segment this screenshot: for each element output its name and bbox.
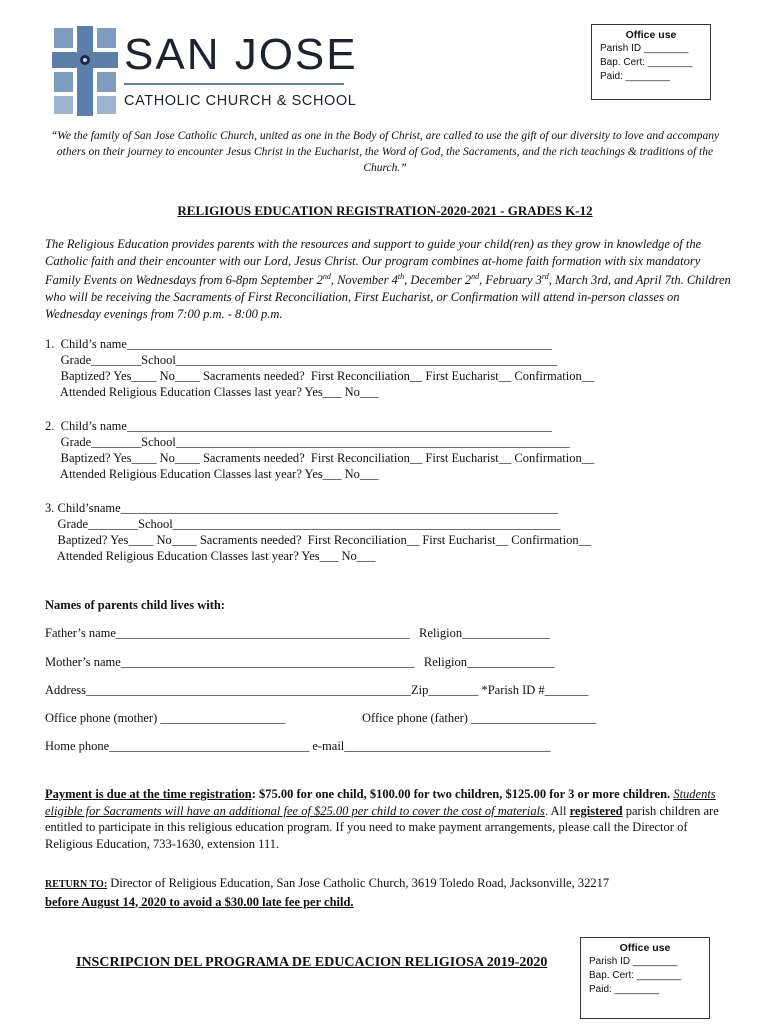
- deadline-note: before August 14, 2020 to avoid a $30.00 late fee per child.: [45, 894, 354, 909]
- intro-paragraph: The Religious Education provides parents with the resources and support to guide your child(ren) as they grow in knowledge of the Catholic faith and their encounter with our Lord, Jesus Christ. Our program combines at-home faith formation with six mandatory Family Events on Wednesdays from 6-8pm September 2nd, November 4th, December 2nd, February 3rd, March 3rd, and April 7th. Children who will be receiving the Sacraments of First Reconciliation, First Eucharist, or Confirmation will attend in-person classes on Wednesday evenings from 7:00 p.m. - 8:00 p.m.: [45, 237, 731, 321]
- home-phone-email-field[interactable]: Home phone________________________________ e-mail_________________________________: [45, 739, 551, 753]
- spanish-title: INSCRIPCION DEL PROGRAMA DE EDUCACION RELIGIOSA 2019-2020: [76, 955, 548, 970]
- form-title: RELIGIOUS EDUCATION REGISTRATION-2020-2021 - GRADES K-12: [177, 203, 593, 218]
- child1-attended-classes[interactable]: Attended Religious Education Classes last year? Yes___ No___: [45, 385, 379, 399]
- cross-logo-icon: [52, 26, 118, 116]
- logo-subtitle: CATHOLIC CHURCH & SCHOOL: [124, 93, 357, 109]
- office-use-title-bottom: Office use: [619, 942, 671, 954]
- child2-baptized-sacraments[interactable]: Baptized? Yes____ No____ Sacraments needed? First Reconciliation__ First Eucharist__ Confirmation__: [45, 451, 595, 465]
- return-to-label: RETURN TO:: [45, 879, 108, 890]
- office-bap-cert: Bap. Cert: ________: [600, 57, 693, 68]
- office-parish-id-bottom: Parish ID ________: [589, 956, 678, 967]
- child3-name-field[interactable]: 3. Child’sname______________________________________________________________________: [45, 501, 559, 515]
- office-phone-mother-field[interactable]: Office phone (mother) ____________________: [45, 711, 286, 725]
- mission-statement: “We the family of San Jose Catholic Church, united as one in the Body of Christ, are called to use the gift of our diversity to love and accompany others on their journey to encounter Jesus Christ in the Eucharist, the Word of God, the Sacraments, and the rich teachings & traditions of the Church.”: [50, 130, 720, 174]
- child3-baptized-sacraments[interactable]: Baptized? Yes____ No____ Sacraments needed? First Reconciliation__ First Eucharist__ Confirmation__: [45, 533, 592, 547]
- child3-attended-classes[interactable]: Attended Religious Education Classes last year? Yes___ No___: [45, 549, 376, 563]
- office-use-title: Office use: [625, 29, 677, 41]
- office-bap-cert-bottom: Bap. Cert: ________: [589, 970, 682, 981]
- mother-name-field[interactable]: Mother’s name_______________________________________________ Religion______________: [45, 655, 555, 669]
- parents-heading: Names of parents child lives with:: [45, 598, 225, 612]
- logo-divider: [124, 83, 344, 85]
- address-field[interactable]: Address____________________________________________________Zip________ *Parish ID #_______: [45, 683, 589, 697]
- child1-name-field[interactable]: 1. Child’s name____________________________________________________________________: [45, 337, 552, 351]
- child2-name-field[interactable]: 2. Child’s name____________________________________________________________________: [45, 419, 552, 433]
- father-name-field[interactable]: Father’s name_______________________________________________ Religion______________: [45, 626, 550, 640]
- logo-title: SAN JOSE: [124, 30, 358, 79]
- child2-grade-school-field[interactable]: Grade________School_______________________________________________________________: [45, 435, 570, 449]
- payment-paragraph: Payment is due at the time registration: $75.00 for one child, $100.00 for two children, $125.00 for 3 or more children. Students eligible for Sacraments will have an additional fee of $25.00 per child to cover the cost of materials. All registered parish children are entitled to participate in this religious education program. If you need to make payment arrangements, please call the Director of Religious Education, 733-1630, extension 111.: [45, 787, 719, 851]
- office-parish-id: Parish ID ________: [600, 43, 689, 54]
- child2-attended-classes[interactable]: Attended Religious Education Classes last year? Yes___ No___: [45, 467, 379, 481]
- office-paid: Paid: ________: [600, 71, 671, 82]
- return-to-paragraph: RETURN TO: Director of Religious Education, San Jose Catholic Church, 3619 Toledo Road, Jacksonville, 32217 before August 14, 2020 to avoid a $30.00 late fee per child.: [45, 875, 735, 910]
- child3-grade-school-field[interactable]: Grade________School______________________________________________________________: [45, 517, 561, 531]
- office-use-box: [591, 24, 711, 100]
- child1-grade-school-field[interactable]: Grade________School_____________________________________________________________: [45, 353, 558, 367]
- church-logo: [52, 26, 118, 116]
- office-use-box-bottom: [580, 937, 710, 1019]
- office-phone-father-field[interactable]: Office phone (father) ____________________: [362, 711, 597, 725]
- child1-baptized-sacraments[interactable]: Baptized? Yes____ No____ Sacraments needed? First Reconciliation__ First Eucharist__ Confirmation__: [45, 369, 595, 383]
- office-paid-bottom: Paid: ________: [589, 984, 660, 995]
